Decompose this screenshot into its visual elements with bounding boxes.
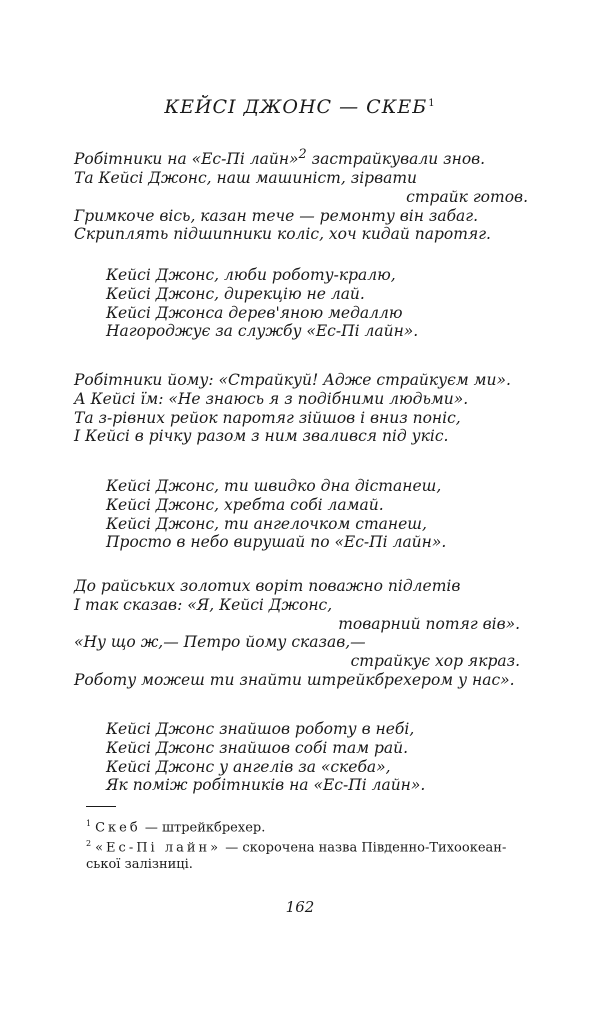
footnote-2-text: — скорочена назва Південно-Тихоокеан-: [221, 840, 507, 856]
verse-line: Кейсі Джонс, ти ангелочком станеш,: [106, 514, 427, 533]
verse-line: Роботу можеш ти знайти штрейкбрехером у нас».: [74, 670, 515, 689]
footnotes: [86, 816, 536, 873]
poem-title: [0, 96, 600, 118]
verse-line-continuation: страйкує хор якраз.: [350, 652, 520, 671]
verse-line-continuation: товарний потяг вів».: [338, 614, 520, 633]
verse-line: Просто в небо вирушай по «Ес-Пі лайн».: [106, 533, 447, 552]
stanza-3: [74, 371, 594, 446]
verse-line: Кейсі Джонс, ти швидко дна дістанеш,: [106, 477, 442, 495]
title-footnote-mark: 1: [428, 97, 436, 109]
page-number: 162: [285, 898, 315, 916]
verse-line: А Кейсі їм: «Не знаюсь я з подібними людьми».: [74, 389, 469, 408]
footnote-2-continuation: ської залізниці.: [86, 856, 193, 872]
footnote-mark-2: 2: [298, 147, 307, 162]
verse-line: Кейсі Джонс, дирекцію не лай.: [106, 284, 365, 303]
verse-line: Кейсі Джонс, хребта собі ламай.: [106, 495, 384, 514]
verse-line: Як поміж робітників на «Ес-Пі лайн».: [106, 776, 426, 795]
footnote-2: [86, 836, 536, 856]
verse-line: Та з-рівних рейок паротяг зійшов і вниз поніс,: [74, 408, 461, 427]
footnote-1-text: — штрейкбрехер.: [140, 820, 266, 836]
stanza-2-refrain: [106, 266, 600, 341]
poem-title-text: КЕЙСІ ДЖОНС — СКЕБ: [164, 96, 428, 118]
footnote-divider: [86, 806, 116, 807]
stanza-1: [74, 146, 594, 244]
footnote-1-term: Скеб: [95, 820, 141, 836]
verse-line: Кейсі Джонса дерев'яною медаллю: [106, 303, 403, 322]
verse-line: І так сказав: «Я, Кейсі Джонс,: [74, 595, 333, 614]
stanza-5: [74, 577, 594, 690]
verse-line: І Кейсі в річку разом з ним звалився під укіс.: [74, 427, 449, 446]
footnote-2-term: «Ес-Пі лайн»: [95, 840, 222, 856]
verse-line: Кейсі Джонс знайшов собі там рай.: [106, 738, 409, 757]
verse-line: «Ну що ж,— Петро йому сказав,—: [74, 633, 366, 652]
stanza-4-refrain: [106, 477, 600, 552]
verse-line: Гримкоче вісь, казан тече — ремонту він забаг.: [74, 206, 479, 225]
footnote-1: [86, 816, 536, 836]
verse-line: Робітники на «Ес-Пі лайн»$^2$ застрайкували знов.: [74, 147, 486, 169]
footnote-2-mark: 2: [86, 839, 92, 849]
footnote-1-mark: 1: [86, 819, 92, 828]
verse-line: Та Кейсі Джонс, наш машиніст, зірвати: [74, 168, 418, 187]
verse-line: Робітники йому: «Страйкуй! Адже страйкуєм ми».: [74, 371, 511, 389]
verse-line: Кейсі Джонс у ангелів за «скеба»,: [106, 757, 391, 776]
verse-line-continuation: страйк готов.: [406, 187, 528, 206]
verse-line: Кейсі Джонс, люби роботу-кралю,: [106, 266, 396, 284]
verse-line: Скриплять підшипники коліс, хоч кидай паротяг.: [74, 225, 491, 244]
verse-line: Нагороджує за службу «Ес-Пі лайн».: [106, 322, 419, 341]
verse-line: До райських золотих воріт поважно підлетів: [74, 577, 461, 595]
stanza-6-refrain: [106, 720, 600, 795]
verse-line: Кейсі Джонс знайшов роботу в небі,: [106, 720, 415, 738]
